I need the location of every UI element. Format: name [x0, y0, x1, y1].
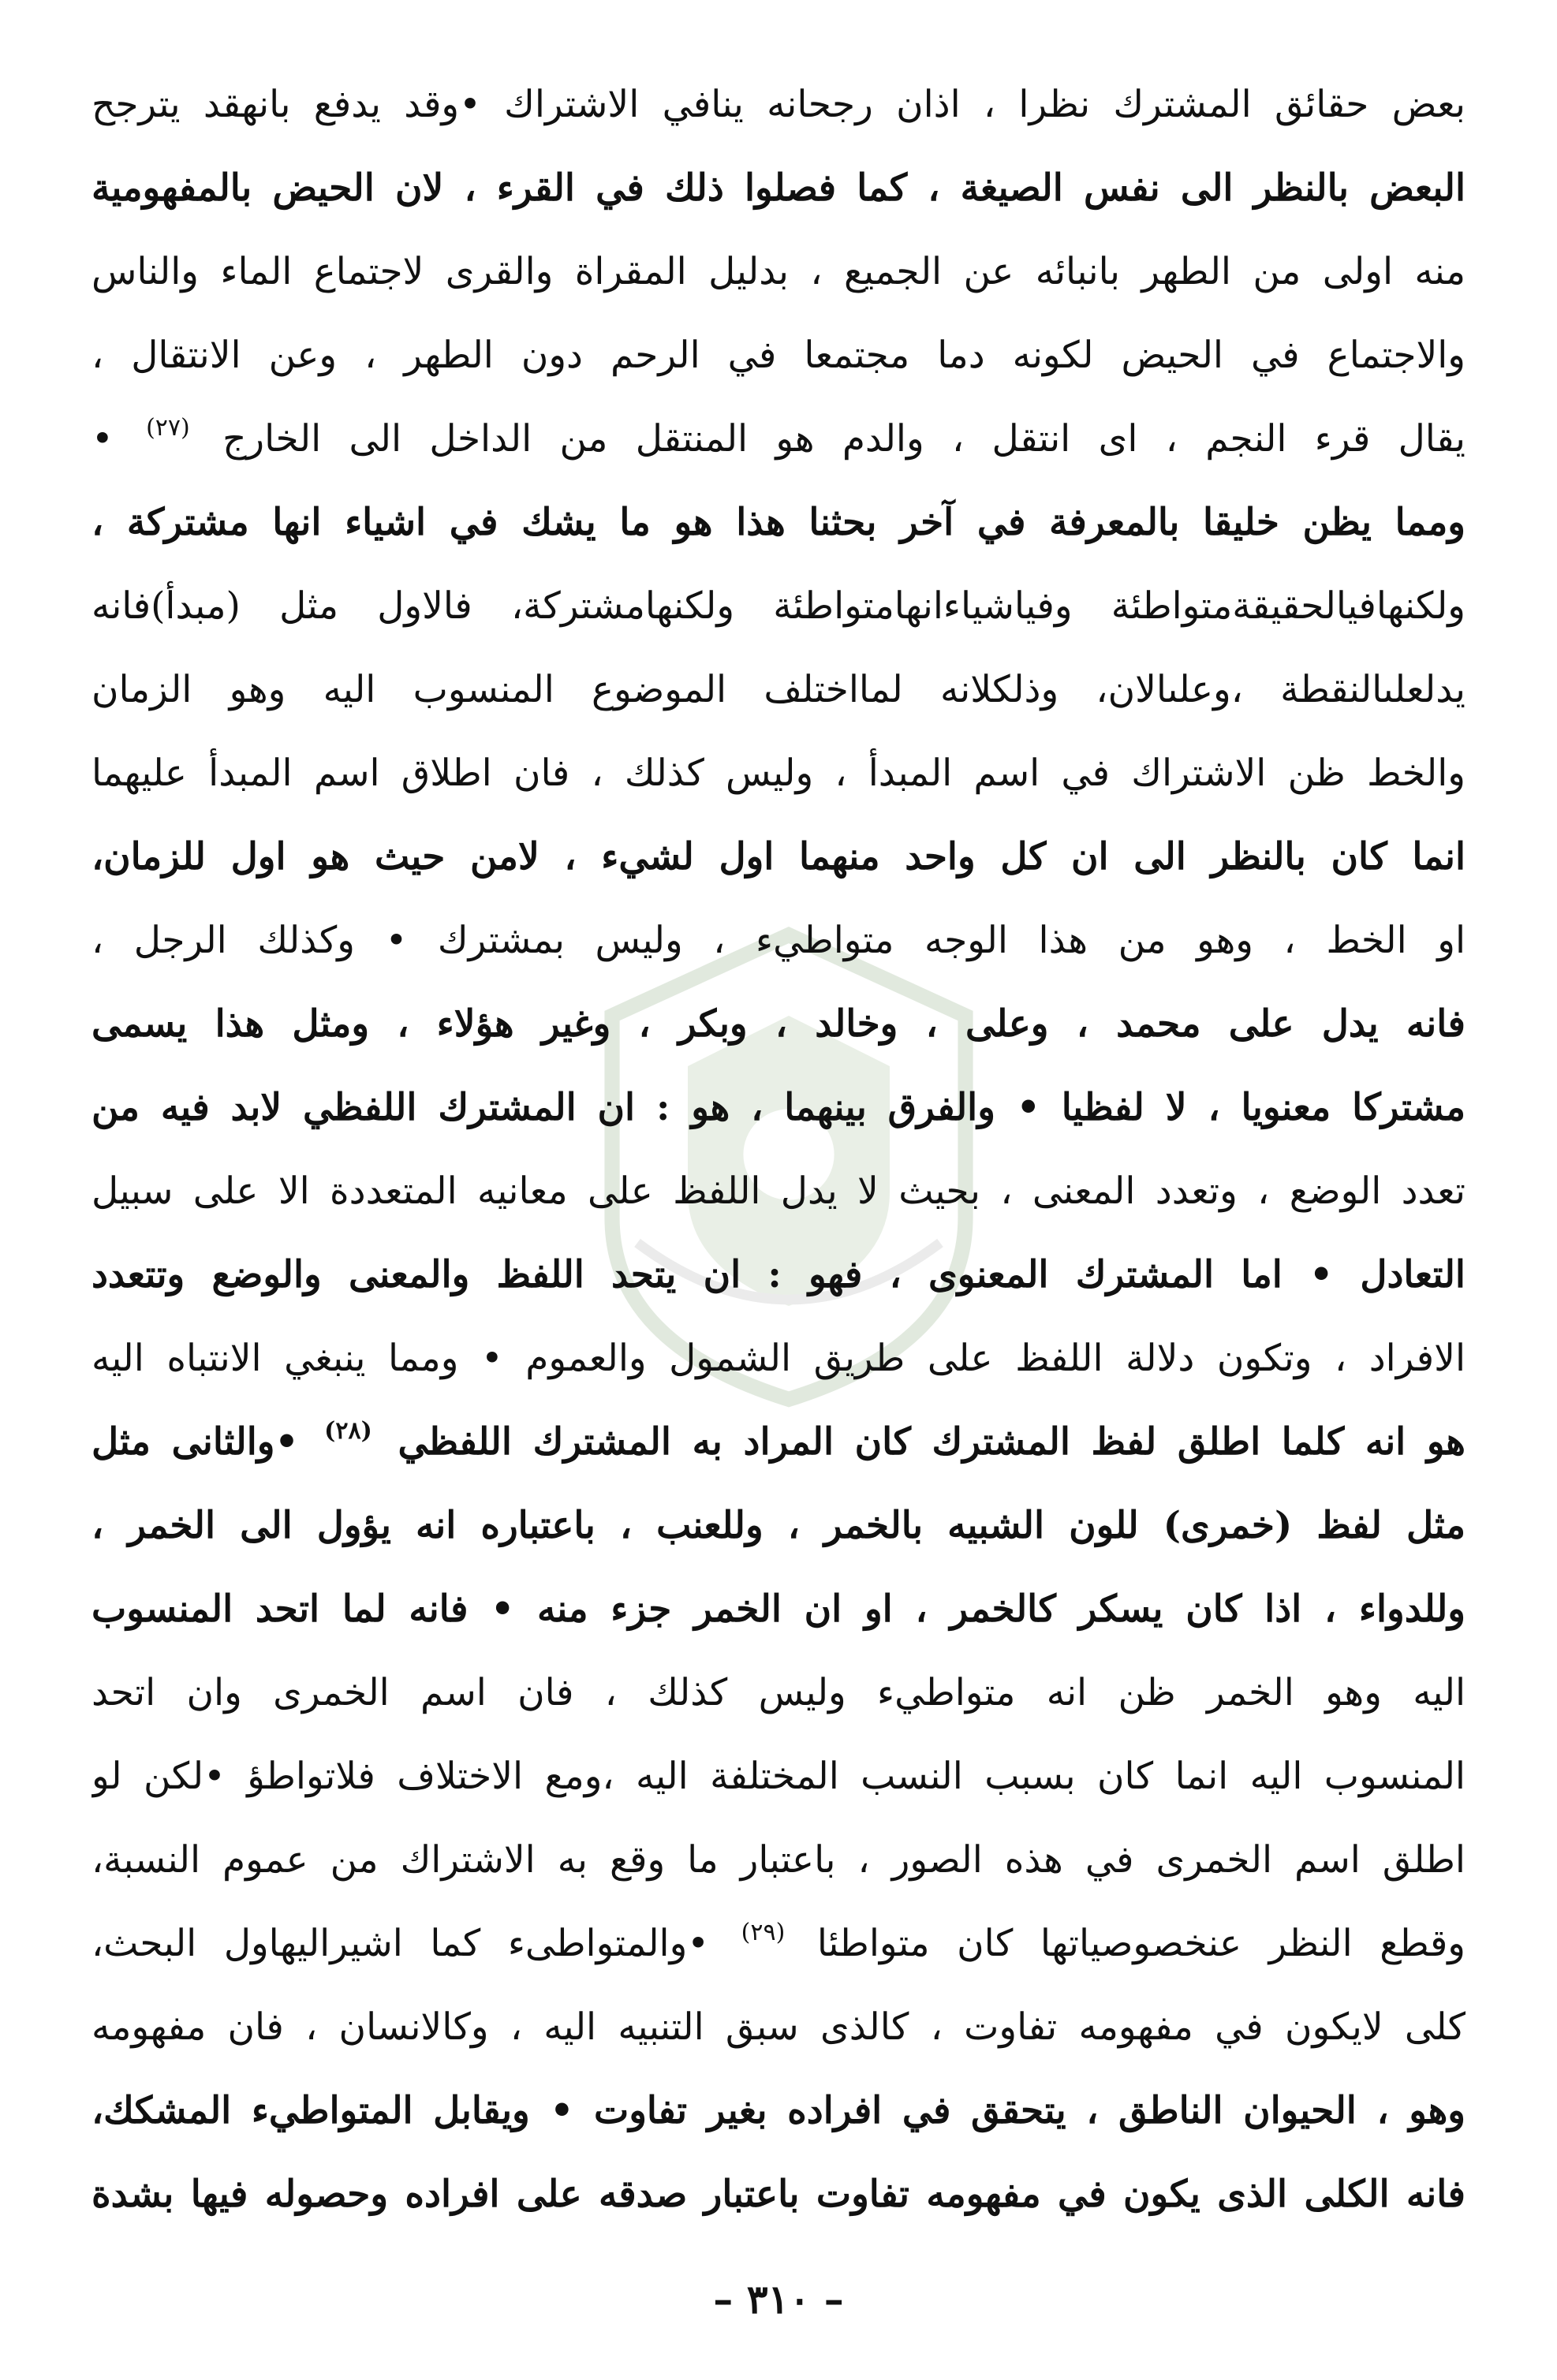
text-line-16: الافراد ، وتكون دلالة اللفظ على طريق الشمول والعموم • ومما ينبغي الانتباه اليه	[91, 1337, 1466, 1380]
footnote-marker-28: (٢٨)	[324, 1417, 372, 1445]
text-line-5-text: يقال قرء النجم ، اى انتقل ، والدم هو المنتقل من الداخل الى الخارج	[222, 417, 1466, 461]
text-line-11: او الخط ، وهو من هذا الوجه متواطيء ، وليس بمشترك • وكذلك الرجل ،	[91, 919, 1466, 962]
footnote-marker-27: (٢٧)	[146, 414, 190, 442]
text-line-23-end: •والمتواطىء كما اشيراليهاول البحث،	[91, 1922, 710, 1965]
text-line-9: والخط ظن الاشتراك في اسم المبدأ ، وليس كذلك ، فان اطلاق اسم المبدأ عليهما	[91, 752, 1466, 795]
text-line-18: مثل لفظ (خمرى) للون الشبيه بالخمر ، وللعنب ، باعتباره انه يؤول الى الخمر ،	[91, 1504, 1466, 1547]
text-line-23	[91, 1902, 1466, 1986]
text-line-6: ومما يظن خليقا بالمعرفة في آخر بحثنا هذا هو ما يشك في اشياء انها مشتركة ،	[91, 501, 1466, 544]
text-line-15: التعادل • اما المشترك المعنوى ، فهو : ان يتحد اللفظ والمعنى والوضع وتتعدد	[91, 1253, 1466, 1296]
footnote-marker-29: (٢٩)	[741, 1919, 786, 1946]
text-line-7: ولكنهافيالحقيقةمتواطئة وفياشياءانهامتواطئة ولكنهامشتركة، فالاول مثل (مبدأ)فانه	[91, 584, 1466, 628]
text-line-23-text: وقطع النظر عنخصوصياتها كان متواطئا	[816, 1922, 1466, 1965]
page-number: – ٣١٠ –	[713, 2276, 844, 2322]
text-line-5-end: •	[91, 417, 114, 461]
text-line-26: فانه الكلى الذى يكون في مفهومه تفاوت باعتبار صدقه على افراده وحصوله فيها بشدة	[91, 2173, 1466, 2216]
text-line-22: اطلق اسم الخمرى في هذه الصور ، باعتبار ما وقع به الاشتراك من عموم النسبة،	[91, 1838, 1466, 1882]
text-line-8: يدلعلىالنقطة ،وعلىالان، وذلكلانه لمااختلف الموضوع المنسوب اليه وهو الزمان	[91, 668, 1466, 711]
text-line-14: تعدد الوضع ، وتعدد المعنى ، بحيث لا يدل اللفظ على معانيه المتعددة الا على سبيل	[91, 1169, 1466, 1213]
text-line-25: وهو ، الحيوان الناطق ، يتحقق في افراده بغير تفاوت • ويقابل المتواطيء المشكك،	[91, 2089, 1466, 2132]
text-line-1: بعض حقائق المشترك نظرا ، اذان رجحانه ينافي الاشتراك •وقد يدفع بانهقد يترجح	[91, 83, 1466, 126]
text-line-12: فانه يدل على محمد ، وعلى ، وخالد ، وبكر ، وغير هؤلاء ، ومثل هذا يسمى	[91, 1002, 1466, 1046]
text-line-21: المنسوب اليه انما كان بسبب النسب المختلفة اليه ،ومع الاختلاف فلاتواطؤ •لكن لو	[91, 1755, 1466, 1798]
text-line-20: اليه وهو الخمر ظن انه متواطيء وليس كذلك ، فان اسم الخمرى وان اتحد	[91, 1671, 1466, 1714]
text-line-17	[91, 1401, 1466, 1484]
text-line-4: والاجتماع في الحيض لكونه دما مجتمعا في الرحم دون الطهر ، وعن الانتقال ،	[91, 334, 1466, 377]
text-line-10: انما كان بالنظر الى ان كل واحد منهما اول لشيء ، لامن حيث هو اول للزمان،	[91, 835, 1466, 879]
text-line-2: البعض بالنظر الى نفس الصيغة ، كما فصلوا ذلك في القرء ، لان الحيض بالمفهومية	[91, 166, 1466, 210]
text-line-3: منه اولى من الطهر بانبائه عن الجميع ، بدليل المقراة والقرى لاجتماع الماء والناس	[91, 250, 1466, 293]
text-line-19: وللدواء ، اذا كان يسكر كالخمر ، او ان الخمر جزء منه • فانه لما اتحد المنسوب	[91, 1587, 1466, 1631]
text-line-17-end: •والثانى مثل	[91, 1420, 299, 1464]
text-line-5	[91, 397, 1466, 481]
body-text	[91, 63, 1466, 2236]
text-line-13: مشتركا معنويا ، لا لفظيا • والفرق بينهما ، هو : ان المشترك اللفظي لابد فيه من	[91, 1086, 1466, 1129]
text-line-17-text: هو انه كلما اطلق لفظ المشترك كان المراد به المشترك اللفظي	[398, 1420, 1466, 1464]
text-line-24: كلى لايكون في مفهومه تفاوت ، كالذى سبق التنبيه اليه ، وكالانسان ، فان مفهومه	[91, 2005, 1466, 2049]
